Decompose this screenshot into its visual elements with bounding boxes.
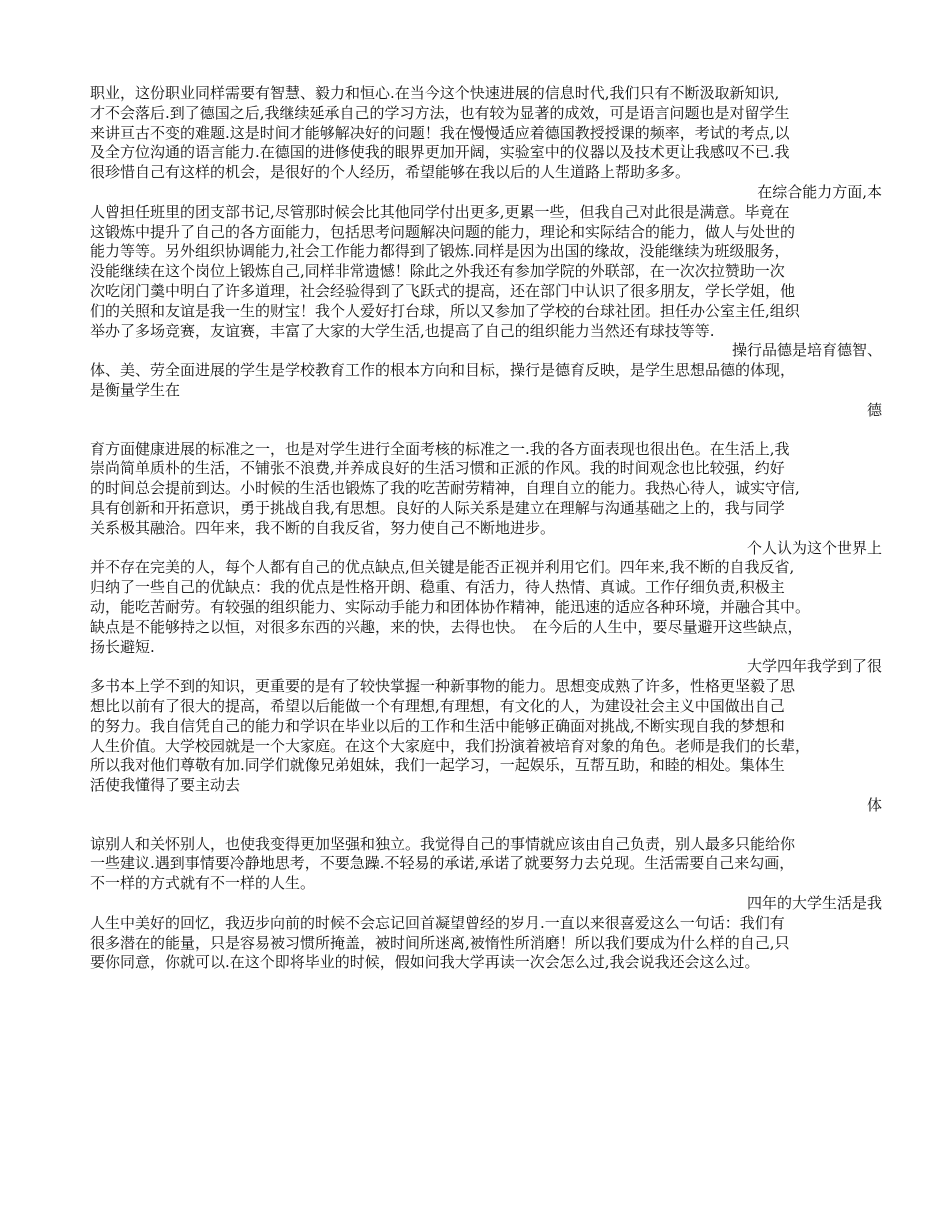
text-line: 不一样的方式就有不一样的人生。 <box>90 874 316 893</box>
document-body <box>90 84 882 973</box>
text-line: 人生价值。大学校园就是一个大家庭。在这个大家庭中，我们扮演着被培育对象的角色。老师是我们的长辈， <box>90 736 811 755</box>
text-line: 很珍惜自己有这样的机会，是很好的个人经历，希望能够在我以后的人生道路上帮助多多。 <box>90 163 691 182</box>
text-line: 职业，这份职业同样需要有智慧、毅力和恒心.在当今这个快速进展的信息时代,我们只有不断汲取新知识, <box>90 84 780 102</box>
text-line: 多书本上学不到的知识，更重要的是有了较快掌握一种新事物的能力。思想变成熟了许多，性格更坚毅了思 <box>90 677 796 696</box>
text-line: 活使我懂得了要主动去 <box>90 776 241 795</box>
text-line: 能力等等。另外组织协调能力,社会工作能力都得到了锻炼.同样是因为出国的缘故，没能继续为班级服务， <box>90 242 790 261</box>
text-line: 这锻炼中提升了自己的各方面能力，包括思考问题解决问题的能力，理论和实际结合的能力，做人与处世的 <box>90 222 796 241</box>
text-line: 的时间总会提前到达。小时候的生活也锻炼了我的吃苦耐劳精神，自理自立的能力。我热心待人，诚实守信, <box>90 479 800 498</box>
text-line: 扬长避短. <box>90 637 155 656</box>
text-line: 想比以前有了很大的提高，希望以后能做一个有理想,有理想，有文化的人，为建设社会主义中国做出自己 <box>90 696 785 715</box>
text-line: 谅别人和关怀别人，也使我变得更加坚强和独立。我觉得自己的事情就应该由自己负责，别人最多只能给你 <box>90 834 796 853</box>
text-line: 具有创新和开拓意识，勇于挑战自我,有思想。良好的人际关系是建立在理解与沟通基础之上的，我与同学 <box>90 498 785 517</box>
text-line: 的努力。我自信凭自己的能力和学识在毕业以后的工作和生活中能够正确面对挑战,不断实现自我的梦想和 <box>90 716 785 735</box>
text-line: 所以我对他们尊敬有加.同学们就像兄弟姐妹，我们一起学习，一起娱乐，互帮互助，和睦的相处。集体生 <box>90 756 785 775</box>
text-line: 次吃闭门羹中明白了许多道理，社会经验得到了飞跃式的提高，还在部门中认识了很多朋友，学长学姐，他 <box>90 281 796 300</box>
text-line: 是衡量学生在 <box>90 380 181 399</box>
text-line: 并不存在完美的人，每个人都有自己的优点缺点,但关键是能否正视并利用它们。四年来,我不断的自我反省, <box>90 558 795 577</box>
text-line: 归纳了一些自己的优缺点：我的优点是性格开朗、稳重、有活力，待人热情、真诚。工作仔细负责,积极主 <box>90 578 785 597</box>
text-line: 崇尚简单质朴的生活，不铺张不浪费,并养成良好的生活习惯和正派的作风。我的时间观念也比较强，约好 <box>90 459 785 478</box>
text-line: 才不会落后.到了德国之后,我继续延承自己的学习方法，也有较为显著的成效，可是语言问题也是对留学生 <box>90 103 790 122</box>
paragraph-lead-line: 体 <box>866 795 882 814</box>
text-line: 体、美、劳全面进展的学生是学校教育工作的根本方向和目标，操行是德育反映，是学生思想品德的体现， <box>90 361 796 380</box>
text-line: 举办了多场竞赛，友谊赛，丰富了大家的大学生活,也提高了自己的组织能力当然还有球技等等. <box>90 321 715 340</box>
paragraph-lead-line: 在综合能力方面,本 <box>757 182 882 201</box>
paragraph-lead-line: 四年的大学生活是我 <box>746 894 882 913</box>
text-line: 很多潜在的能量，只是容易被习惯所掩盖，被时间所迷离,被惰性所消磨！所以我们要成为什么样的自己,只 <box>90 933 790 952</box>
text-line: 动，能吃苦耐劳。有较强的组织能力、实际动手能力和团体协作精神，能迅速的适应各种环境，并融合其中。 <box>90 597 811 616</box>
text-line: 来讲亘古不变的难题.这是时间才能够解决好的问题！我在慢慢适应着德国教授授课的频率，考试的考点,以 <box>90 123 790 142</box>
paragraph-lead-line: 德 <box>866 400 882 419</box>
text-line: 人曾担任班里的团支部书记,尽管那时候会比其他同学付出更多,更累一些，但我自己对此很是满意。毕竟在 <box>90 202 790 221</box>
text-line: 关系极其融洽。四年来，我不断的自我反省，努力使自己不断地进步。 <box>90 518 556 537</box>
text-line: 缺点是不能够持之以恒，对很多东西的兴趣，来的快，去得也快。 在今后的人生中，要尽量避开这些缺点， <box>90 617 803 636</box>
text-line: 没能继续在这个岗位上锻炼自己,同样非常遗憾！除此之外我还有参加学院的外联部，在一次次拉赞助一次 <box>90 262 785 281</box>
paragraph-lead-line: 个人认为这个世界上 <box>746 538 882 557</box>
paragraph-lead-line: 大学四年我学到了很 <box>746 657 882 676</box>
text-line: 一些建议.遇到事情要冷静地思考，不要急躁.不轻易的承诺,承诺了就要努力去兑现。生活需要自己来勾画， <box>90 854 795 873</box>
paragraph-lead-line: 操行品德是培育德智、 <box>731 341 882 360</box>
text-line: 及全方位沟通的语言能力.在德国的进修使我的眼界更加开阔，实验室中的仪器以及技术更让我感叹不已.我 <box>90 143 790 162</box>
text-line: 人生中美好的回忆，我迈步向前的时候不会忘记回首凝望曾经的岁月.一直以来很喜爱这么一句话：我们有 <box>90 913 785 932</box>
text-line: 要你同意，你就可以.在这个即将毕业的时候，假如问我大学再读一次会怎么过,我会说我还会这么过。 <box>90 953 760 972</box>
text-line: 们的关照和友谊是我一生的财宝！我个人爱好打台球，所以又参加了学校的台球社团。担任办公室主任,组织 <box>90 301 800 320</box>
text-line: 育方面健康进展的标准之一，也是对学生进行全面考核的标准之一.我的各方面表现也很出色。在生活上,我 <box>90 439 790 458</box>
